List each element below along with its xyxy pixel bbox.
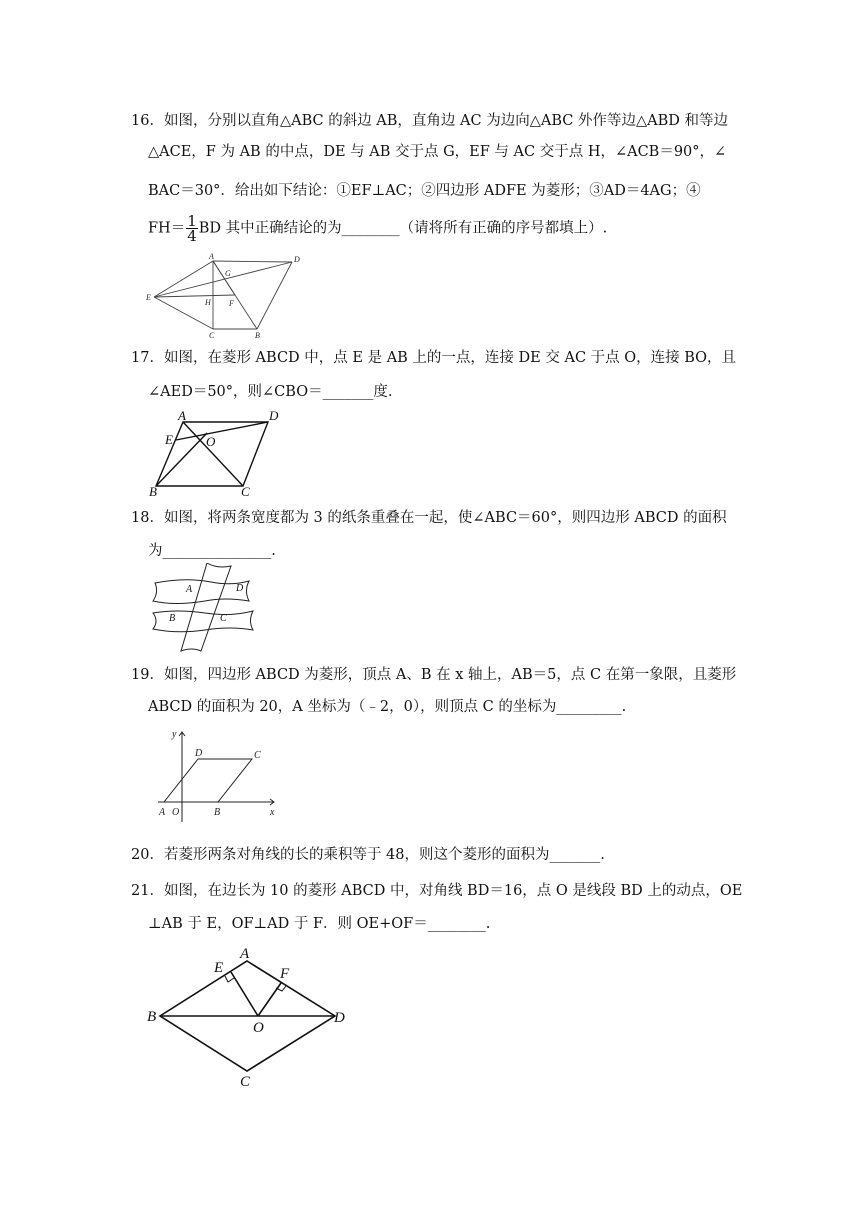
q16-frac-den: 4	[187, 227, 197, 245]
q17-label-d: D	[269, 408, 279, 423]
q16-label-b: B	[255, 331, 260, 340]
q16-label-d: D	[294, 255, 300, 264]
q18-label-a: A	[186, 584, 193, 595]
q18-figure	[145, 563, 257, 662]
q18-line-1: 18．如图，将两条宽度都为 3 的纸条重叠在一起，使∠ABC＝60°，则四边形 ABCD 的面积	[131, 510, 727, 526]
q21-line-1: 21．如图，在边长为 10 的菱形 ABCD 中，对角线 BD＝16，点 O 是线段 BD 上的动点，OE	[131, 883, 743, 899]
q16-label-e: E	[146, 293, 151, 302]
q16-label-f: F	[229, 299, 234, 308]
q16-fh-label: FH＝	[148, 220, 186, 237]
q16-line-3: BAC＝30°．给出如下结论：①EF⊥AC；②四边形 ADFE 为菱形；③AD＝4AG；④	[148, 183, 701, 199]
q16-line-4-rest: BD 其中正确结论的为________（请将所有正确的序号都填上）.	[198, 220, 608, 237]
q21-label-d: D	[334, 1010, 345, 1026]
q16-fraction	[186, 214, 198, 243]
q17-line-2: ∠AED＝50°，则∠CBO＝_______度.	[148, 384, 393, 400]
q18-label-c: C	[220, 613, 227, 624]
q19-label-a: A	[159, 807, 166, 818]
q16-line-2: △ACE，F 为 AB 的中点，DE 与 AB 交于点 G，EF 与 AC 交于点 H，∠ACB＝90°，∠	[148, 144, 727, 160]
q17-label-e: E	[165, 432, 173, 447]
q19-label-c: C	[254, 750, 261, 761]
q18-line-2: 为_______________.	[148, 543, 276, 559]
q17-figure	[140, 408, 290, 502]
q21-label-a: A	[240, 946, 250, 962]
q16-figure	[140, 252, 315, 348]
q19-label-y: y	[172, 729, 177, 740]
q16-line-4	[148, 214, 607, 243]
q19-label-o: O	[172, 807, 180, 818]
q17-label-a: A	[178, 408, 186, 423]
q18-label-b: B	[169, 613, 176, 624]
q21-label-c: C	[240, 1074, 251, 1089]
q19-label-d: D	[195, 748, 203, 759]
q16-label-c: C	[209, 331, 215, 340]
q16-label-a: A	[209, 252, 214, 261]
q21-label-b: B	[147, 1009, 157, 1025]
q19-label-x: x	[270, 807, 275, 818]
q17-label-c: C	[241, 484, 250, 498]
q21-label-f: F	[280, 966, 290, 982]
q19-figure	[150, 726, 282, 830]
q17-label-o: O	[206, 434, 216, 449]
q16-label-g: G	[225, 269, 231, 278]
q19-label-b: B	[214, 807, 221, 818]
q17-line-1: 17．如图，在菱形 ABCD 中，点 E 是 AB 上的一点，连接 DE 交 AC 于点 O，连接 BO，且	[131, 350, 737, 366]
q19-line-2: ABCD 的面积为 20，A 坐标为（﹣2，0），则顶点 C 的坐标为_________.	[148, 699, 627, 715]
q19-line-1: 19．如图，四边形 ABCD 为菱形，顶点 A、B 在 x 轴上，AB＝5，点 C 在第一象限，且菱形	[131, 667, 737, 683]
q16-label-h: H	[205, 298, 211, 307]
q16-frac-num: 1	[187, 212, 197, 230]
q17-label-b: B	[149, 484, 157, 498]
q20-line-1: 20．若菱形两条对角线的长的乘积等于 48，则这个菱形的面积为_______.	[131, 847, 605, 863]
q21-label-o: O	[253, 1020, 264, 1036]
q18-label-d: D	[236, 583, 244, 594]
q16-line-1: 16．如图，分别以直角△ABC 的斜边 AB，直角边 AC 为边向△ABC 外作等边△ABD 和等边	[131, 113, 728, 129]
q21-label-e: E	[214, 960, 224, 976]
q21-figure	[140, 944, 355, 1093]
q21-line-2: ⊥AB 于 E，OF⊥AD 于 F．则 OE+OF＝________.	[148, 916, 491, 932]
